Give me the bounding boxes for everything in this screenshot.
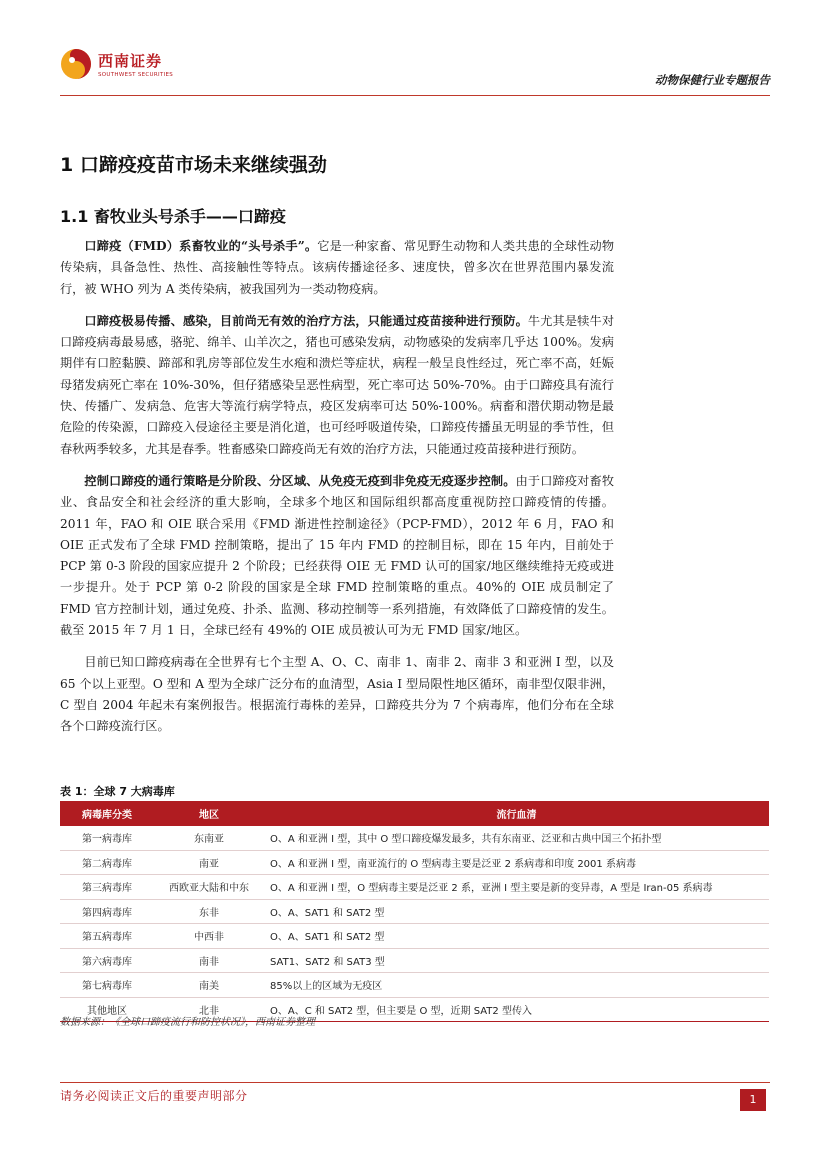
table-row <box>60 875 769 900</box>
table-header-row <box>60 801 769 826</box>
pool-serotypes: O、A 和亚洲 I 型，南亚流行的 O 型病毒主要是泛亚 2 系病毒和印度 2001 系病毒 <box>264 850 769 875</box>
pool-name: 第二病毒库 <box>60 850 154 875</box>
pool-serotypes: O、A 和亚洲 I 型，其中 O 型口蹄疫爆发最多，共有东南亚、泛亚和古典中国三个拓扑型 <box>264 826 769 850</box>
pool-name: 第五病毒库 <box>60 924 154 949</box>
pool-region: 南亚 <box>154 850 264 875</box>
section-heading: 1 口蹄疫疫苗市场未来继续强劲 <box>60 154 327 176</box>
column-header: 流行血清 <box>264 801 769 826</box>
paragraph <box>60 311 614 460</box>
pool-name: 第七病毒库 <box>60 973 154 998</box>
header-divider <box>60 95 770 96</box>
pool-serotypes: O、A 和亚洲 I 型，O 型病毒主要是泛亚 2 系，亚洲 I 型主要是新的变异毒，A 型是 Iran-05 系病毒 <box>264 875 769 900</box>
paragraph-text: 由于口蹄疫对畜牧业、食品安全和社会经济的重大影响，全球多个地区和国际组织都高度重视防控口蹄疫情的传播。2011 年，FAO 和 OIE 联合采用《FMD 渐进性控制途径》（PCP-FMD），2012 年 6 月，FAO 和 OIE 正式发布了全球 FMD 控制策略，提出了 15 年内 FMD 的控制目标，即在 15 年内，目前处于 PCP 第 0-3 阶段的国家应提升 2 个阶段；已经获得 OIE 无 FMD 认可的国家/地区继续维持无疫或进一步提升。处于 PCP 第 0-2 阶段的国家是全球 FMD 控制策略的重点。40%的 OIE 成员制定了 FMD 官方控制计划，通过免疫、扑杀、监测、移动控制等一系列措施，有效降低了口蹄疫情的发生。截至 2015 年 7 月 1 日，全球已经有 49%的 OIE 成员被认可为无 FMD 国家/地区。 <box>60 473 615 638</box>
paragraph-text: 目前已知口蹄疫病毒在全世界有七个主型 A、O、C、南非 1、南非 2、南非 3 和亚洲 I 型，以及 65 个以上亚型。O 型和 A 型为全球广泛分布的血清型，Asia I 型局限性地区循环，南非型仅限非洲，C 型自 2004 年起未有案例报告。根据流行毒株的差异，口蹄疫共分为 7 个病毒库，他们分布在全球各个口蹄疫流行区。 <box>60 655 614 734</box>
column-header: 地区 <box>154 801 264 826</box>
page-number: 1 <box>740 1089 766 1111</box>
logo-name-en: SOUTHWEST SECURITIES <box>98 72 174 78</box>
table-row <box>60 850 769 875</box>
company-logo <box>60 48 173 80</box>
pool-region: 东非 <box>154 899 264 924</box>
paragraph-lead: 口蹄疫（FMD）系畜牧业的“头号杀手”。 <box>84 239 318 253</box>
paragraph <box>60 471 614 641</box>
table-caption: 表 1：全球 7 大病毒库 <box>60 785 175 798</box>
pool-name: 第三病毒库 <box>60 875 154 900</box>
pool-serotypes: O、A、C 和 SAT2 型，但主要是 O 型，近期 SAT2 型传入 <box>264 997 769 1022</box>
pool-serotypes: 85%以上的区域为无疫区 <box>264 973 769 998</box>
table-source: 数据来源：《全球口蹄疫流行和防控状况》，西南证券整理 <box>60 1017 315 1028</box>
page-header <box>60 48 770 92</box>
pool-region: 中西非 <box>154 924 264 949</box>
pool-name: 第六病毒库 <box>60 948 154 973</box>
pool-region: 南非 <box>154 948 264 973</box>
body-text <box>60 236 614 749</box>
paragraph <box>60 236 614 300</box>
subsection-heading: 1.1 畜牧业头号杀手——口蹄疫 <box>60 207 286 226</box>
footer-divider <box>60 1082 770 1083</box>
pool-region: 北非 <box>154 997 264 1022</box>
paragraph <box>60 652 614 737</box>
logo-name-cn: 西南证券 <box>98 52 163 70</box>
virus-pool-table <box>60 801 769 1022</box>
table-row <box>60 973 769 998</box>
paragraph-text: 牛尤其是犊牛对口蹄疫病毒最易感，骆驼、绵羊、山羊次之，猪也可感染发病，动物感染的发病率几乎达 100%。发病期伴有口腔黏膜、蹄部和乳房等部位发生水疱和溃烂等症状，病程一般呈良性经过，死亡率不高，妊娠母猪发病死亡率在 10%-30%，但仔猪感染呈恶性病型，死亡率可达 50%-70%。由于口蹄疫具有流行快、传播广、发病急、危害大等流行病学特点，疫区发病率可达 50%-100%。病畜和潜伏期动物是最危险的传染源，口蹄疫入侵途径主要是消化道，也可经呼吸道传染，口蹄疫传播虽无明显的季节性，但春秋两季较多，尤其是春季。牲畜感染口蹄疫尚无有效的治疗方法，只能通过疫苗接种进行预防。 <box>60 313 615 456</box>
logo-sun-icon <box>60 48 92 80</box>
report-type-title: 动物保健行业专题报告 <box>655 73 770 87</box>
pool-name: 第四病毒库 <box>60 899 154 924</box>
table-row <box>60 899 769 924</box>
paragraph-lead: 口蹄疫极易传播、感染，目前尚无有效的治疗方法，只能通过疫苗接种进行预防。 <box>84 313 528 328</box>
pool-serotypes: O、A、SAT1 和 SAT2 型 <box>264 924 769 949</box>
pool-serotypes: O、A、SAT1 和 SAT2 型 <box>264 899 769 924</box>
column-header: 病毒库分类 <box>60 801 154 826</box>
paragraph-lead: 控制口蹄疫的通行策略是分阶段、分区域、从免疫无疫到非免疫无疫逐步控制。 <box>84 473 516 488</box>
paragraph-text: 它是一种家畜、常见野生动物和人类共患的全球性动物传染病，具备急性、热性、高接触性等特点。该病传播途径多、速度快，曾多次在世界范围内暴发流行，被 WHO 列为 A 类传染病，被我国列为一类动物疫病。 <box>60 239 615 296</box>
pool-region: 西欧亚大陆和中东 <box>154 875 264 900</box>
pool-serotypes: SAT1、SAT2 和 SAT3 型 <box>264 948 769 973</box>
table-row <box>60 948 769 973</box>
pool-name: 其他地区 <box>60 997 154 1022</box>
table-row <box>60 826 769 850</box>
pool-region: 南美 <box>154 973 264 998</box>
footer-disclaimer: 请务必阅读正文后的重要声明部分 <box>60 1089 248 1103</box>
table-row <box>60 924 769 949</box>
pool-name: 第一病毒库 <box>60 826 154 850</box>
pool-region: 东南亚 <box>154 826 264 850</box>
